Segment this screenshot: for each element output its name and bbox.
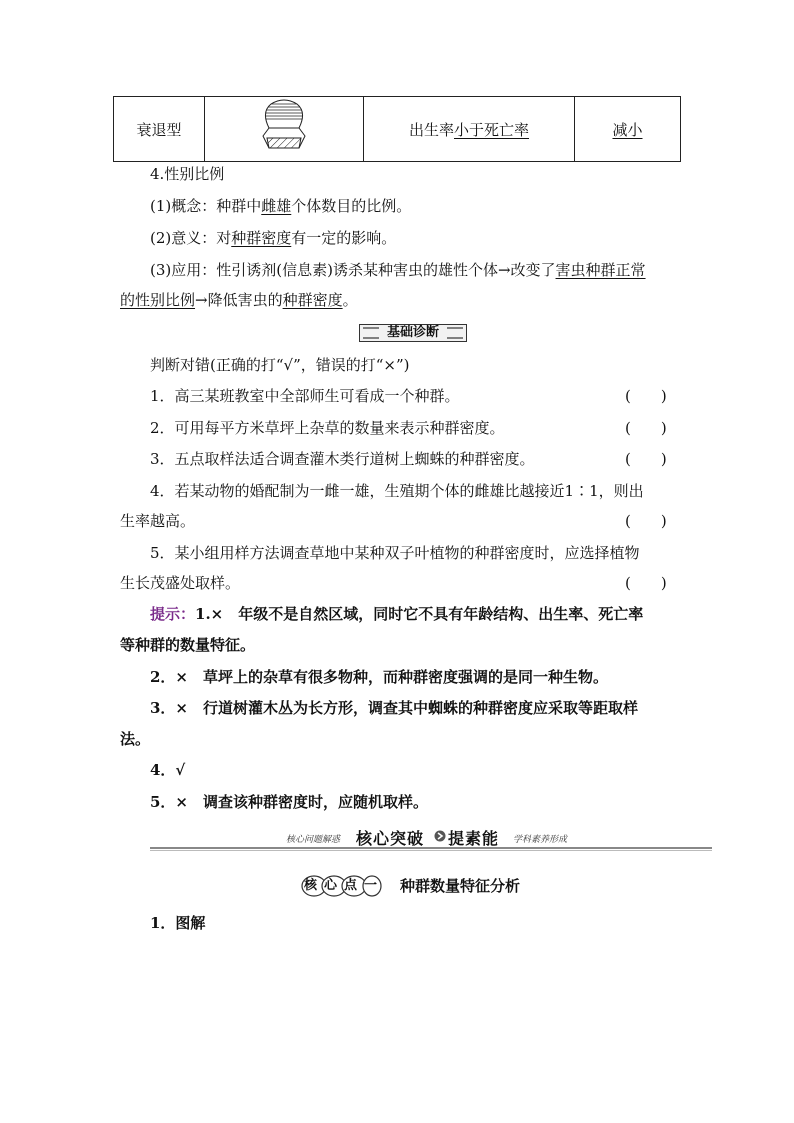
hint-1-line-2: 等种群的数量特征。 [120, 636, 256, 654]
application-prefix: (3)应用：性引诱剂(信息素)诱杀某种害虫的雄性个体→改变了 [150, 261, 556, 279]
banner-right-caption: 学科素养形成 [513, 835, 568, 845]
age-structure-table [113, 96, 681, 162]
question-5-line-1: 5．某小组用样方法调查草地中某种双子叶植物的种群密度时，应选择植物 [150, 544, 640, 562]
hint-1-text: 1.× 年级不是自然区域，同时它不具有年龄结构、出生率、死亡率 [195, 605, 644, 623]
basic-diagnosis-label: 基础诊断 [386, 325, 439, 340]
application-line-2 [120, 290, 358, 310]
sex-ratio-heading: 4.性别比例 [150, 165, 225, 183]
application-underlined-b: 的性别比例 [120, 291, 196, 309]
application-mid: →降低害虫的 [195, 291, 283, 309]
concept-underlined: 雌雄 [261, 197, 292, 215]
basic-diagnosis-badge [359, 324, 467, 342]
answer-paren-2[interactable]: ( ) [625, 419, 667, 437]
application-underlined-a: 害虫种群正常 [555, 261, 646, 279]
question-1: 1．高三某班教室中全部师生可看成一个种群。 [150, 387, 460, 405]
hint-label: 提示： [150, 605, 196, 623]
hint-1-line-1 [150, 604, 643, 624]
pyramid-cell [205, 97, 364, 162]
concept-line [150, 196, 411, 216]
answer-paren-1[interactable]: ( ) [625, 387, 667, 405]
birth-rate-prefix: 出生率 [408, 120, 454, 139]
declining-pyramid-icon [249, 98, 319, 156]
birth-death-cell [364, 97, 575, 162]
key-point-title: 种群数量特征分析 [400, 877, 521, 895]
key-point-badge-label: 核心点一 [304, 878, 385, 893]
judge-intro: 判断对错(正确的打“√”，错误的打“×”) [150, 356, 410, 374]
answer-paren-4[interactable]: ( ) [625, 512, 667, 530]
banner-left-caption: 核心问题解惑 [286, 835, 341, 845]
hint-2: 2．× 草坪上的杂草有很多物种，而种群密度强调的是同一种生物。 [150, 668, 609, 686]
meaning-underlined: 种群密度 [231, 229, 292, 247]
hint-3-line-1: 3．× 行道树灌木丛为长方形，调查其中蜘蛛的种群密度应采取等距取样 [150, 699, 639, 717]
question-4-line-2: 生率越高。 [120, 512, 196, 530]
application-underlined-c: 种群密度 [282, 291, 343, 309]
hint-3-line-2: 法。 [120, 730, 151, 748]
application-end: 。 [342, 291, 358, 309]
hint-4: 4．√ [150, 761, 186, 779]
section-1-heading: 1．图解 [150, 914, 206, 932]
meaning-prefix: (2)意义：对 [150, 229, 232, 247]
trend-cell [575, 97, 681, 162]
banner-title-b: 提素能 [448, 829, 500, 848]
chevron-right-icon [434, 830, 446, 842]
birth-death-comparison: 小于死亡率 [454, 120, 530, 139]
section-banner [150, 826, 712, 852]
type-cell: 衰退型 [114, 97, 205, 162]
banner-title-a: 核心突破 [356, 829, 425, 848]
trend-value: 减小 [612, 120, 643, 139]
meaning-line [150, 228, 396, 248]
meaning-suffix: 有一定的影响。 [291, 229, 397, 247]
question-4-line-1: 4．若某动物的婚配制为一雌一雄，生殖期个体的雌雄比越接近1∶1，则出 [150, 482, 644, 500]
hint-5: 5．× 调查该种群密度时，应随机取样。 [150, 793, 429, 811]
question-3: 3．五点取样法适合调查灌木类行道树上蜘蛛的种群密度。 [150, 450, 535, 468]
banner-rule-icon [150, 826, 712, 852]
answer-paren-3[interactable]: ( ) [625, 450, 667, 468]
table-row [114, 97, 681, 162]
application-line-1 [150, 260, 646, 280]
concept-prefix: (1)概念：种群中 [150, 197, 262, 215]
concept-suffix: 个体数目的比例。 [291, 197, 412, 215]
answer-paren-5[interactable]: ( ) [625, 574, 667, 592]
question-2: 2．可用每平方米草坪上杂草的数量来表示种群密度。 [150, 419, 505, 437]
question-5-line-2: 生长茂盛处取样。 [120, 574, 241, 592]
